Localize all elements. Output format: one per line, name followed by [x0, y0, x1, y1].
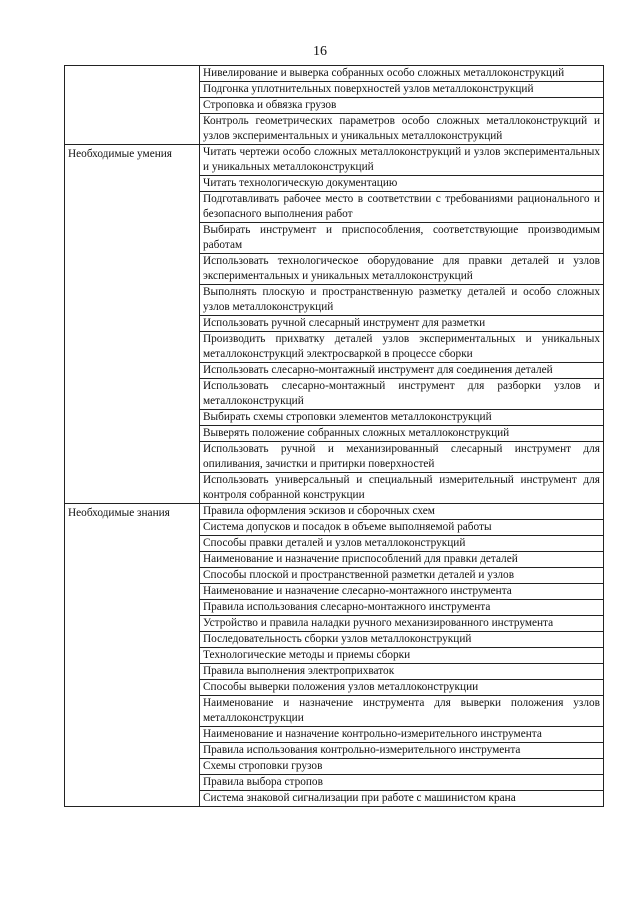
table-cell-item: Правила выбора стропов [200, 775, 604, 791]
table-cell-item: Выбирать инструмент и приспособления, соответствующие производимым работам [200, 223, 604, 254]
table-cell-item: Использовать слесарно-монтажный инструмент для разборки узлов и металлоконструкций [200, 379, 604, 410]
table-cell-item: Система знаковой сигнализации при работе с машинистом крана [200, 791, 604, 807]
table-cell-item: Система допусков и посадок в объеме выполняемой работы [200, 520, 604, 536]
table-row [65, 504, 604, 520]
competency-table [64, 65, 604, 807]
table-cell-item: Технологические методы и приемы сборки [200, 648, 604, 664]
table-cell-item: Правила выполнения электроприхваток [200, 664, 604, 680]
table-cell-item: Способы плоской и пространственной разметки деталей и узлов [200, 568, 604, 584]
table-cell-item: Выполнять плоскую и пространственную разметку деталей и особо сложных узлов металлоконструкций [200, 285, 604, 316]
table-cell-item: Выбирать схемы строповки элементов металлоконструкций [200, 410, 604, 426]
table-cell-item: Наименование и назначение инструмента для выверки положения узлов металлоконструкции [200, 696, 604, 727]
table-cell-item: Строповка и обвязка грузов [200, 98, 604, 114]
table-cell-item: Наименование и назначение слесарно-монтажного инструмента [200, 584, 604, 600]
table-cell-item: Наименование и назначение приспособлений для правки деталей [200, 552, 604, 568]
table-cell-item: Наименование и назначение контрольно-измерительного инструмента [200, 727, 604, 743]
section-label: Необходимые умения [65, 145, 200, 504]
table-cell-item: Схемы строповки грузов [200, 759, 604, 775]
page-number: 16 [313, 44, 327, 59]
table-cell-item: Использовать универсальный и специальный измерительный инструмент для контроля собранной конструкции [200, 473, 604, 504]
table-cell-item: Способы выверки положения узлов металлоконструкции [200, 680, 604, 696]
table-cell-item: Контроль геометрических параметров особо сложных металлоконструкций и узлов экспериментальных и уникальных металлоконструкций [200, 114, 604, 145]
table-cell-item: Нивелирование и выверка собранных особо сложных металлоконструкций [200, 66, 604, 82]
table-cell-item: Использовать ручной слесарный инструмент для разметки [200, 316, 604, 332]
section-label-empty [65, 66, 200, 145]
table-cell-item: Последовательность сборки узлов металлоконструкций [200, 632, 604, 648]
table-cell-item: Правила использования слесарно-монтажного инструмента [200, 600, 604, 616]
table-row [65, 145, 604, 176]
table-cell-item: Читать чертежи особо сложных металлоконструкций и узлов экспериментальных и уникальных металлоконструкций [200, 145, 604, 176]
table-cell-item: Подгонка уплотнительных поверхностей узлов металлоконструкций [200, 82, 604, 98]
table-cell-item: Правила использования контрольно-измерительного инструмента [200, 743, 604, 759]
table-cell-item: Выверять положение собранных сложных металлоконструкций [200, 426, 604, 442]
table-cell-item: Использовать слесарно-монтажный инструмент для соединения деталей [200, 363, 604, 379]
table-cell-item: Производить прихватку деталей узлов экспериментальных и уникальных металлоконструкций электросваркой в процессе сборки [200, 332, 604, 363]
table-cell-item: Устройство и правила наладки ручного механизированного инструмента [200, 616, 604, 632]
table-cell-item: Использовать ручной и механизированный слесарный инструмент для опиливания, зачистки и притирки поверхностей [200, 442, 604, 473]
table-cell-item: Правила оформления эскизов и сборочных схем [200, 504, 604, 520]
table-row [65, 66, 604, 82]
table-cell-item: Использовать технологическое оборудование для правки деталей и узлов экспериментальных и уникальных металлоконструкций [200, 254, 604, 285]
table-body [65, 66, 604, 807]
table-cell-item: Подготавливать рабочее место в соответствии с требованиями рационального и безопасного выполнения работ [200, 192, 604, 223]
section-label: Необходимые знания [65, 504, 200, 807]
table-cell-item: Читать технологическую документацию [200, 176, 604, 192]
table-cell-item: Способы правки деталей и узлов металлоконструкций [200, 536, 604, 552]
